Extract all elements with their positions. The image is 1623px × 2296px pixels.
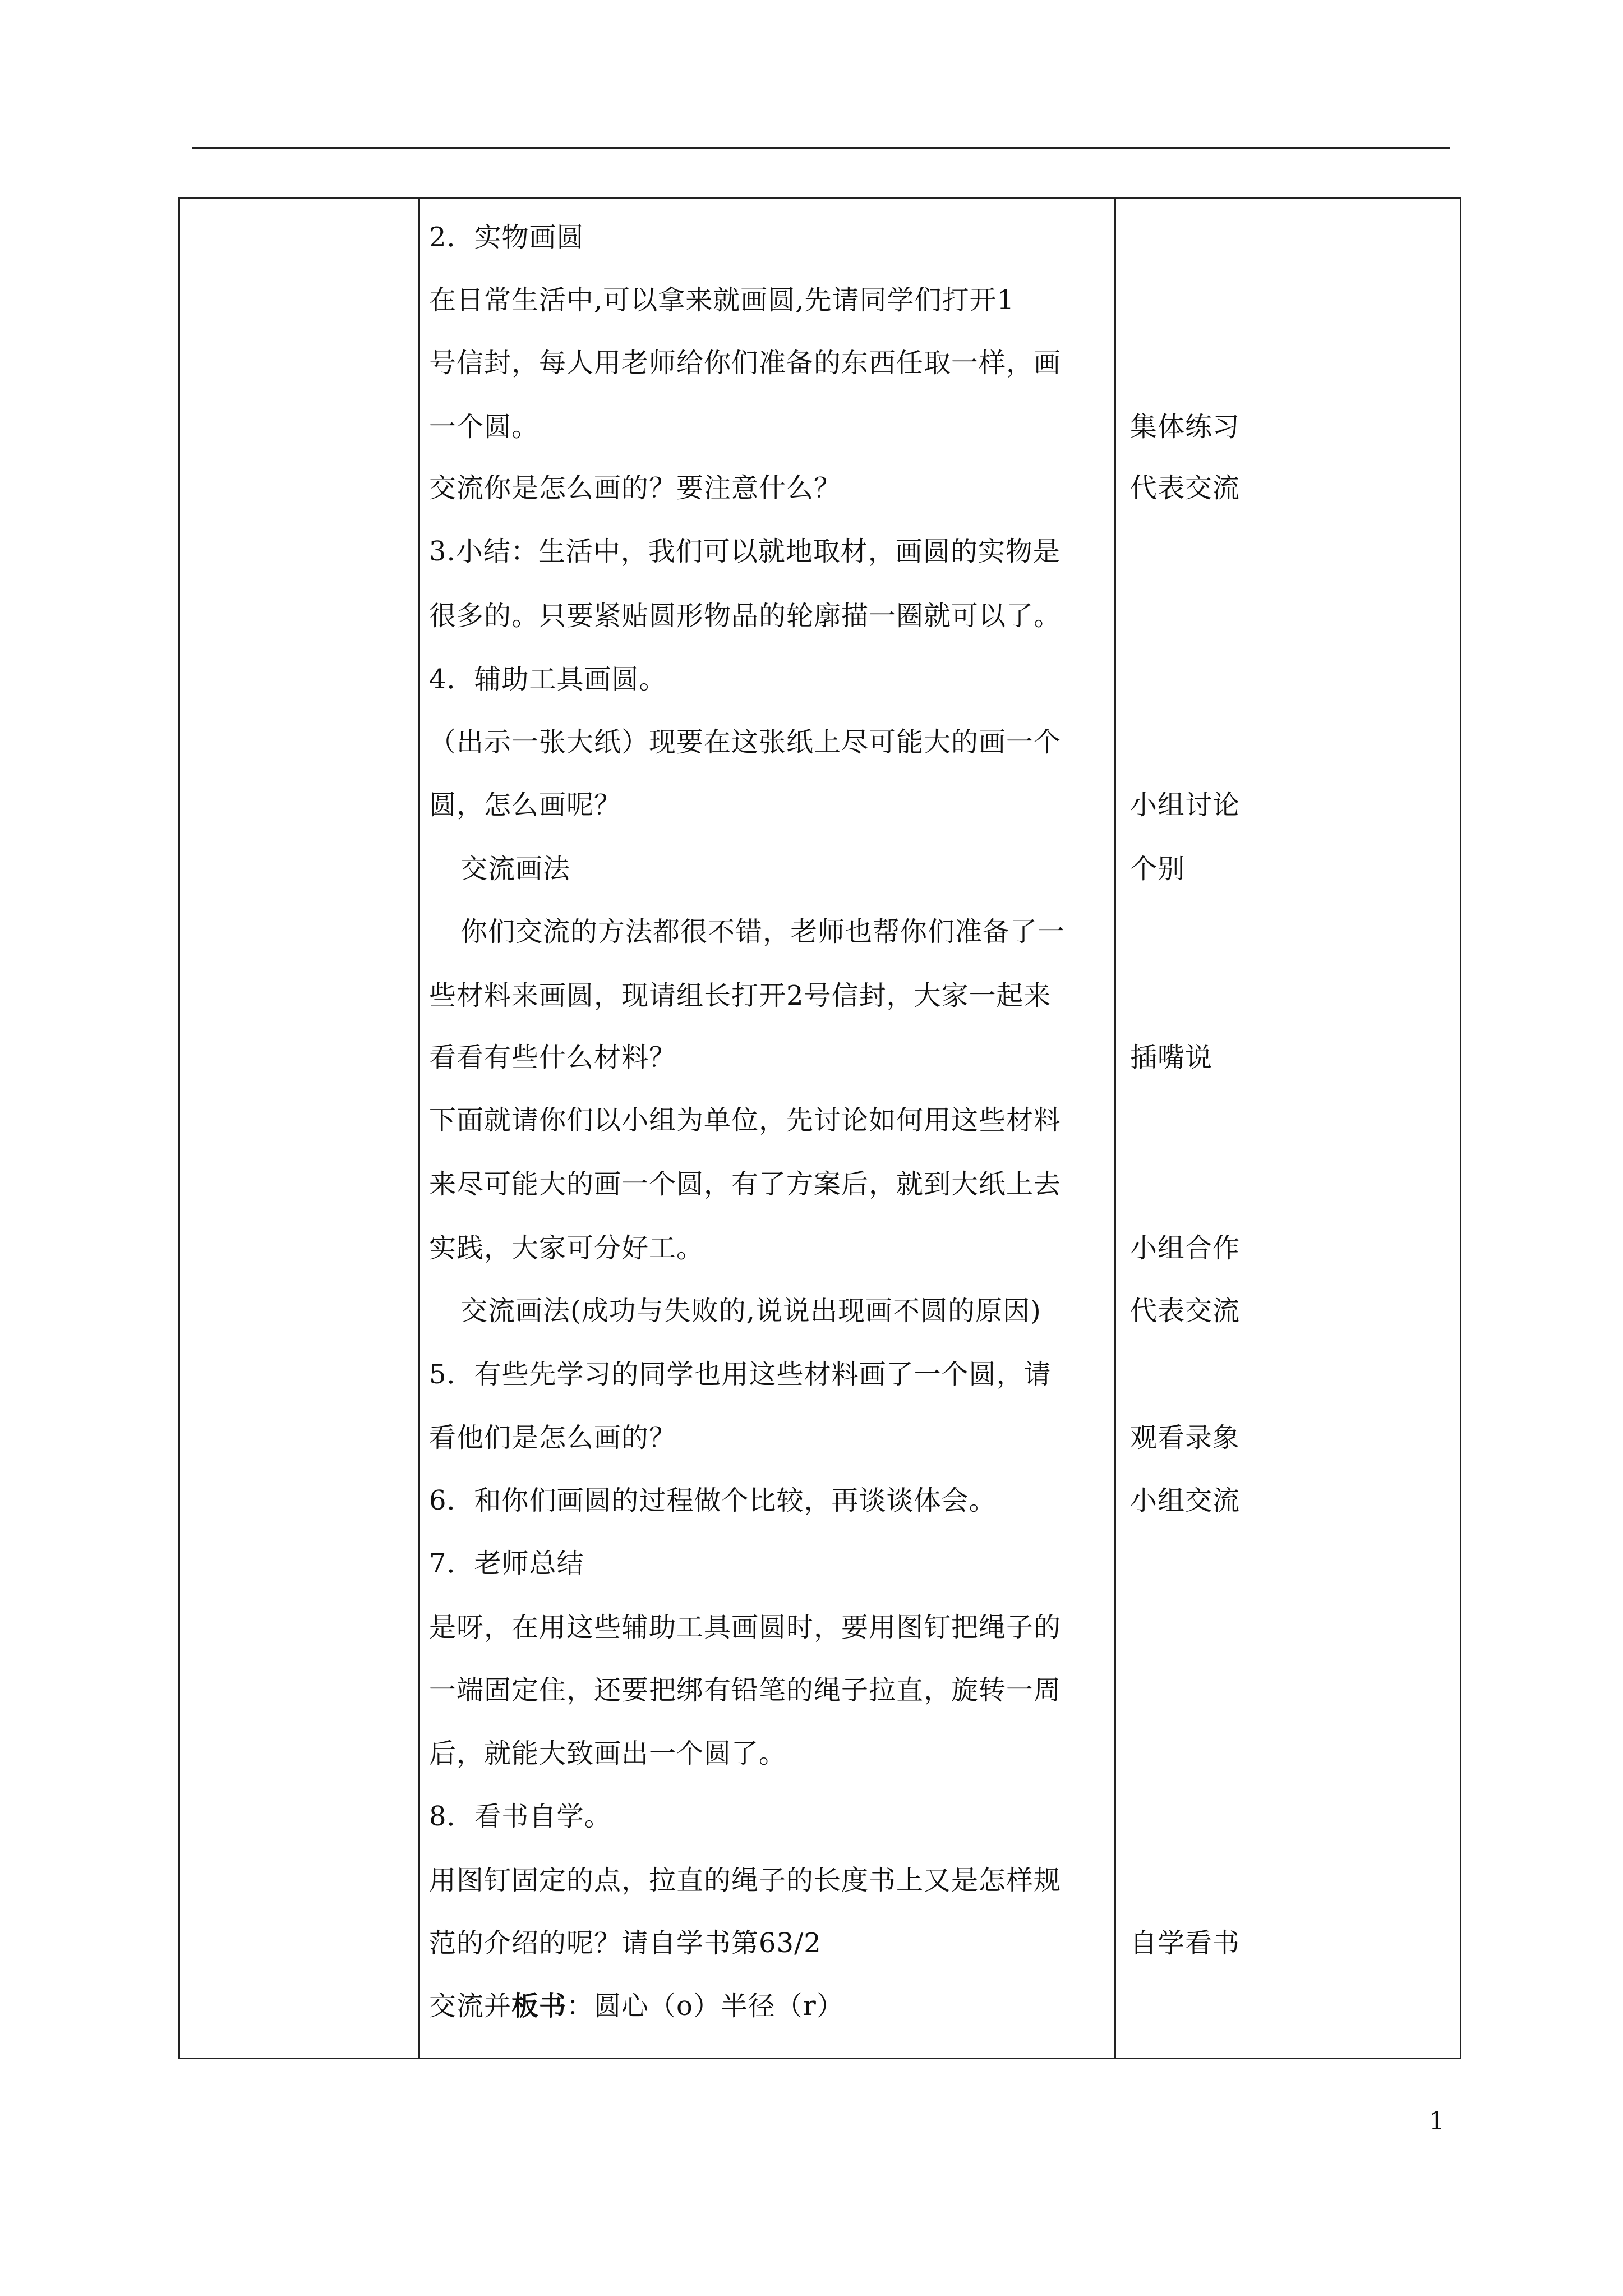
lesson-line: 你们交流的方法都很不错，老师也帮你们准备了一 xyxy=(460,916,1066,947)
lesson-line: 来尽可能大的画一个圆，有了方案后，就到大纸上去 xyxy=(429,1168,1062,1200)
lesson-line: 看他们是怎么画的？ xyxy=(429,1422,677,1453)
lesson-line: 交流画法(成功与失败的,说说出现画不圆的原因) xyxy=(460,1295,1041,1327)
lesson-line: （出示一张大纸）现要在这张纸上尽可能大的画一个 xyxy=(429,726,1062,758)
activity-note: 代表交流 xyxy=(1130,472,1241,504)
activity-note: 代表交流 xyxy=(1130,1295,1241,1327)
column-divider-right xyxy=(1114,199,1116,2058)
lesson-line: 一个圆。 xyxy=(429,411,540,443)
board-prefix: 交流并 xyxy=(429,1990,512,2022)
activity-note: 观看录象 xyxy=(1130,1422,1241,1453)
activity-note: 自学看书 xyxy=(1130,1927,1241,1959)
lesson-line: 一端固定住，还要把绑有铅笔的绳子拉直，旋转一周 xyxy=(429,1674,1062,1706)
lesson-line: 交流画法 xyxy=(460,853,571,885)
lesson-line: 范的介绍的呢？请自学书第63/2 xyxy=(429,1927,822,1959)
lesson-line: 3.小结：生活中，我们可以就地取材，画圆的实物是 xyxy=(429,536,1061,567)
header-rule xyxy=(192,147,1450,149)
lesson-line: 些材料来画圆，现请组长打开2号信封，大家一起来 xyxy=(429,980,1052,1011)
lesson-line: 是呀，在用这些辅助工具画圆时，要用图钉把绳子的 xyxy=(429,1612,1062,1643)
lesson-line: 在日常生活中,可以拿来就画圆,先请同学们打开1 xyxy=(429,284,1015,316)
lesson-line: 5．有些先学习的同学也用这些材料画了一个圆，请 xyxy=(429,1359,1052,1390)
lesson-line: 7．老师总结 xyxy=(429,1548,584,1579)
activity-note: 插嘴说 xyxy=(1130,1042,1213,1073)
activity-note: 小组讨论 xyxy=(1130,789,1241,821)
lesson-line: 实践，大家可分好工。 xyxy=(429,1232,704,1264)
activity-note: 个别 xyxy=(1130,853,1186,885)
lesson-line-board xyxy=(429,1989,844,2023)
column-divider-left xyxy=(418,199,420,2058)
activity-note: 小组合作 xyxy=(1130,1232,1241,1264)
activity-note: 集体练习 xyxy=(1130,411,1241,443)
page-number: 1 xyxy=(1429,2107,1445,2136)
lesson-line: 用图钉固定的点，拉直的绳子的长度书上又是怎样规 xyxy=(429,1865,1062,1896)
lesson-line: 6．和你们画圆的过程做个比较，再谈谈体会。 xyxy=(429,1485,997,1516)
lesson-line: 交流你是怎么画的？要注意什么？ xyxy=(429,472,842,504)
board-suffix: ：圆心（o）半径（r） xyxy=(566,1990,844,2022)
activity-note: 小组交流 xyxy=(1130,1485,1241,1516)
lesson-line: 下面就请你们以小组为单位，先讨论如何用这些材料 xyxy=(429,1105,1062,1136)
lesson-line: 号信封，每人用老师给你们准备的东西任取一样，画 xyxy=(429,347,1062,379)
lesson-line: 4．辅助工具画圆。 xyxy=(429,664,667,695)
lesson-line: 后，就能大致画出一个圆了。 xyxy=(429,1738,787,1769)
board-bold: 板书 xyxy=(511,1990,567,2022)
lesson-line: 很多的。只要紧贴圆形物品的轮廓描一圈就可以了。 xyxy=(429,600,1062,632)
lesson-line: 圆，怎么画呢？ xyxy=(429,789,622,821)
lesson-line: 看看有些什么材料？ xyxy=(429,1042,677,1073)
lesson-table xyxy=(178,197,1461,2059)
lesson-line: 2．实物画圆 xyxy=(429,222,584,253)
lesson-line: 8．看书自学。 xyxy=(429,1801,612,1832)
